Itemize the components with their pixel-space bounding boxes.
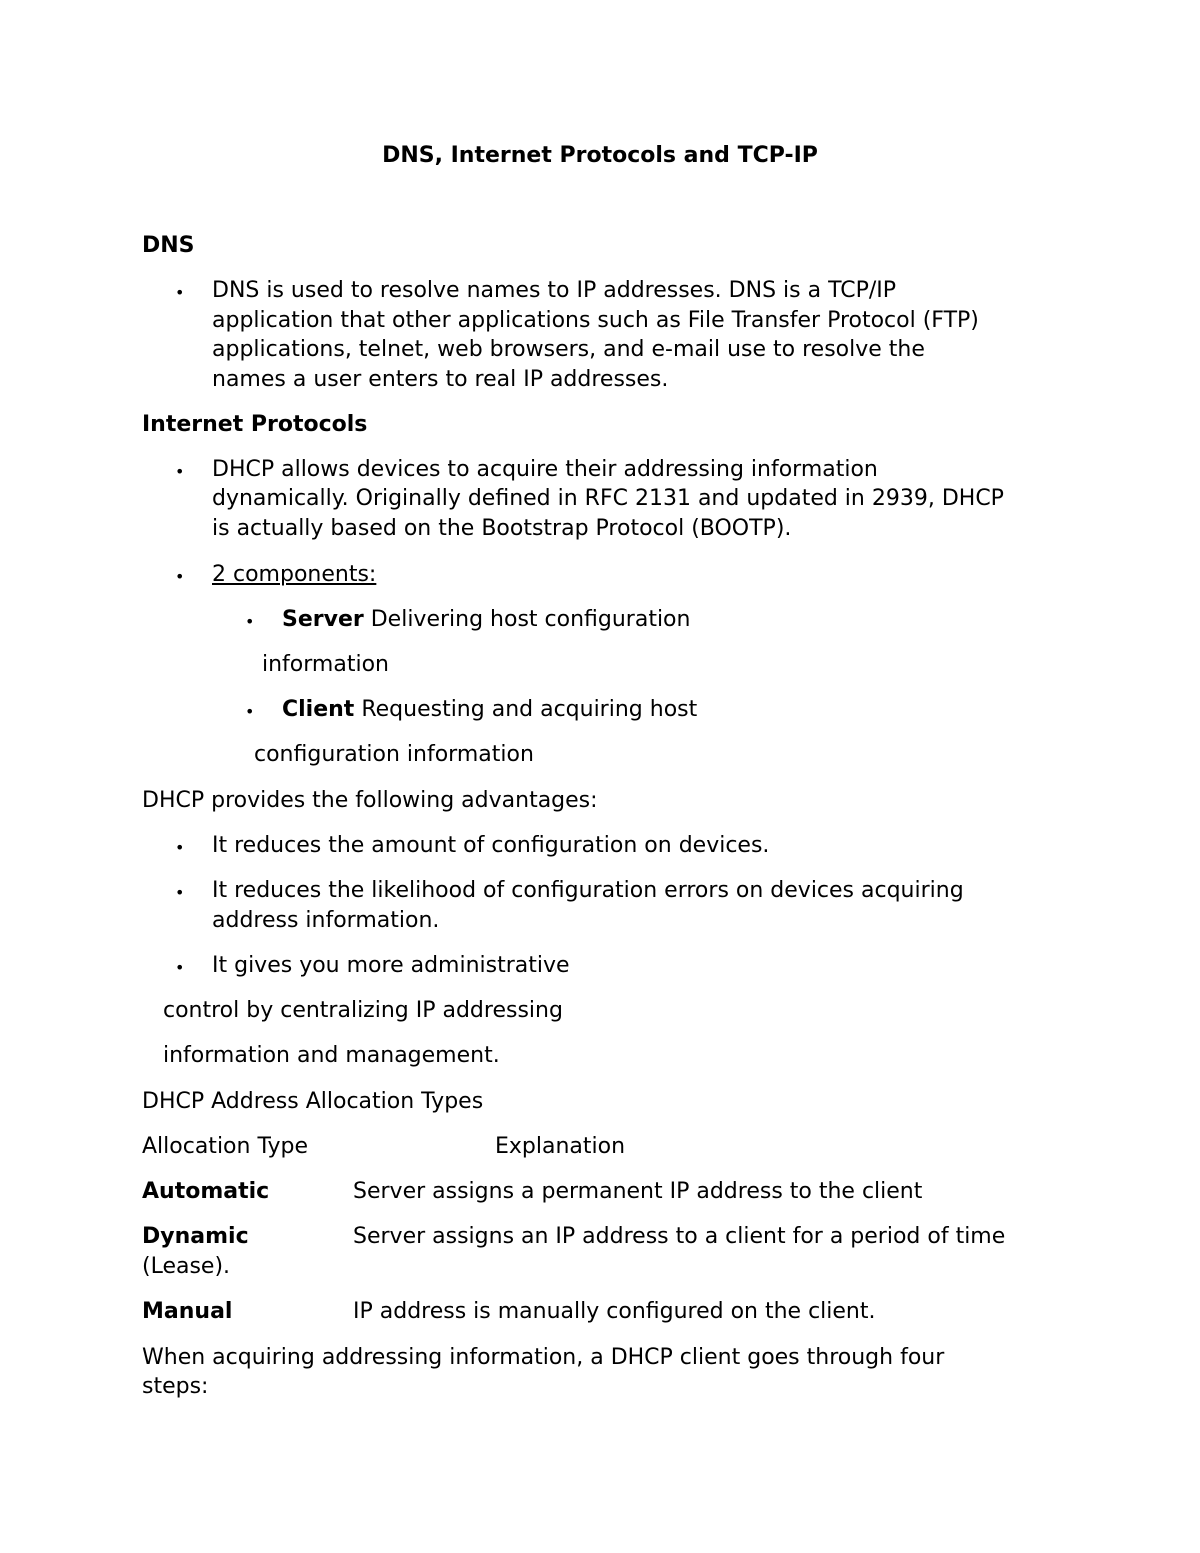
dns-heading: DNS (142, 233, 195, 258)
dns-bullet-line-1: DNS is used to resolve names to IP addresses. DNS is a TCP/IP (212, 278, 897, 303)
bullet-icon: • (175, 283, 185, 302)
server-component (282, 605, 690, 634)
dns-bullet-line-3: applications, telnet, web browsers, and e-mail use to resolve the (212, 337, 925, 362)
dns-bullet-line-4: names a user enters to real IP addresses. (212, 367, 669, 392)
allocation-explanation-dynamic: Server assigns an IP address to a client for a period of time (353, 1224, 1006, 1249)
allocation-explanation-dynamic-cont: (Lease). (142, 1254, 231, 1279)
bullet-icon: • (175, 567, 185, 586)
dhcp-bullet-line-2: dynamically. Originally defined in RFC 2131 and updated in 2939, DHCP (212, 486, 1004, 511)
bullet-icon: • (175, 838, 185, 857)
client-description: Requesting and acquiring host (361, 697, 698, 722)
page-title: DNS, Internet Protocols and TCP-IP (382, 143, 818, 168)
dhcp-bullet-line-1: DHCP allows devices to acquire their addressing information (212, 457, 878, 482)
server-description-cont: information (262, 652, 389, 677)
server-description: Delivering host configuration (370, 607, 691, 632)
closing-line-1: When acquiring addressing information, a DHCP client goes through four (142, 1345, 945, 1370)
bullet-icon: • (245, 702, 255, 721)
client-label: Client (282, 697, 355, 722)
components-label: 2 components: (212, 562, 377, 587)
allocation-type-dynamic: Dynamic (142, 1224, 249, 1249)
allocation-col-type: Allocation Type (142, 1134, 308, 1159)
internet-protocols-heading: Internet Protocols (142, 412, 368, 437)
advantage-item-3: It gives you more administrative (212, 953, 570, 978)
advantages-intro: DHCP provides the following advantages: (142, 788, 598, 813)
bullet-icon: • (175, 462, 185, 481)
allocation-col-explanation: Explanation (495, 1134, 626, 1159)
advantage-item-2-line-2: address information. (212, 908, 440, 933)
client-description-cont: configuration information (254, 742, 534, 767)
bullet-icon: • (175, 958, 185, 977)
server-label: Server (282, 607, 364, 632)
advantage-item-2-line-1: It reduces the likelihood of configuration errors on devices acquiring (212, 878, 964, 903)
dhcp-bullet-line-3: is actually based on the Bootstrap Protocol (BOOTP). (212, 516, 792, 541)
allocation-type-automatic: Automatic (142, 1179, 270, 1204)
allocation-explanation-manual: IP address is manually configured on the client. (353, 1299, 876, 1324)
dns-bullet-line-2: application that other applications such as File Transfer Protocol (FTP) (212, 308, 979, 333)
allocation-explanation-automatic: Server assigns a permanent IP address to the client (353, 1179, 923, 1204)
advantage-item-1: It reduces the amount of configuration on devices. (212, 833, 770, 858)
advantage-item-3-cont-1: control by centralizing IP addressing (163, 998, 563, 1023)
closing-line-2: steps: (142, 1374, 209, 1399)
advantage-item-3-cont-2: information and management. (163, 1043, 500, 1068)
client-component (282, 695, 697, 724)
bullet-icon: • (245, 612, 255, 631)
allocation-type-manual: Manual (142, 1299, 233, 1324)
bullet-icon: • (175, 883, 185, 902)
allocation-heading: DHCP Address Allocation Types (142, 1089, 484, 1114)
